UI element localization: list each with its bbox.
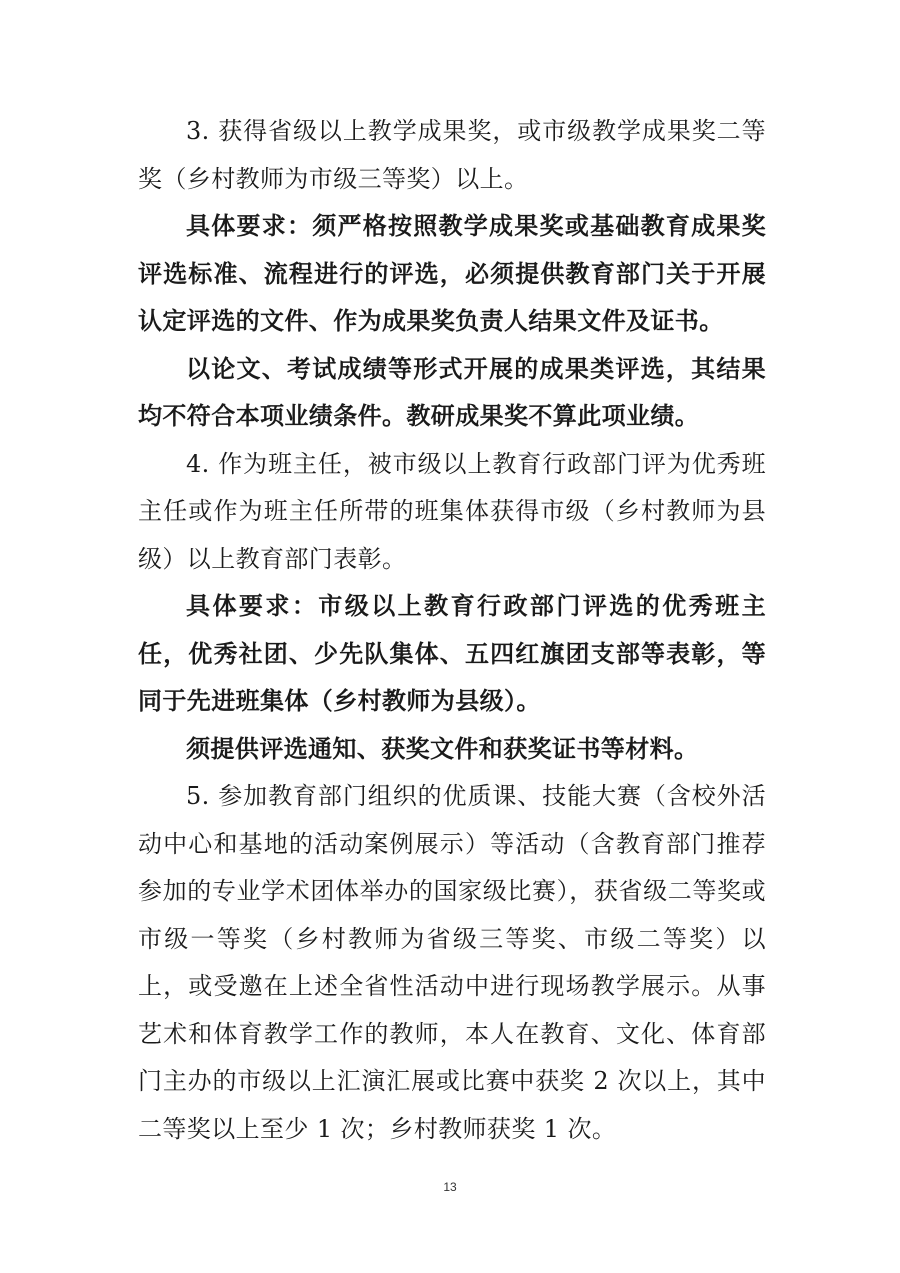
page-number: 13 — [443, 1180, 457, 1194]
paragraph-award-requirements: 具体要求：须严格按照教学成果奖或基础教育成果奖评选标准、流程进行的评选，必须提供教育部门关于开展认定评选的文件、作为成果奖负责人结果文件及证书。 — [138, 212, 766, 335]
paragraph-materials-required: 须提供评选通知、获奖文件和获奖证书等材料。 — [186, 734, 699, 763]
document-body — [138, 108, 766, 1153]
paragraph-achievement-award: 3. 获得省级以上教学成果奖，或市级教学成果奖二等奖（乡村教师为市级三等奖）以上。 — [138, 117, 766, 193]
paragraph-head-teacher: 4. 作为班主任，被市级以上教育行政部门评为优秀班主任或作为班主任所带的班集体获得市级（乡村教师为县级）以上教育部门表彰。 — [138, 449, 766, 573]
paragraph-competitions: 5. 参加教育部门组织的优质课、技能大赛（含校外活动中心和基地的活动案例展示）等活动（含教育部门推荐参加的专业学术团体举办的国家级比赛），获省级二等奖或市级一等奖（乡村教师为省级三等奖、市级二等奖）以上，或受邀在上述全省性活动中进行现场教学展示。从事艺术和体育教学工作的教师，本人在教育、文化、体育部门主办的市级以上汇演汇展或比赛中获奖 2 次以上，其中二等奖以上至少 1 次；乡村教师获奖 1 次。 — [138, 782, 766, 1143]
paragraph-award-exclusions: 以论文、考试成绩等形式开展的成果类评选，其结果均不符合本项业绩条件。教研成果奖不算此项业绩。 — [138, 354, 766, 430]
paragraph-head-teacher-requirements: 具体要求：市级以上教育行政部门评选的优秀班主任，优秀社团、少先队集体、五四红旗团支部等表彰，等同于先进班集体（乡村教师为县级）。 — [138, 592, 766, 715]
